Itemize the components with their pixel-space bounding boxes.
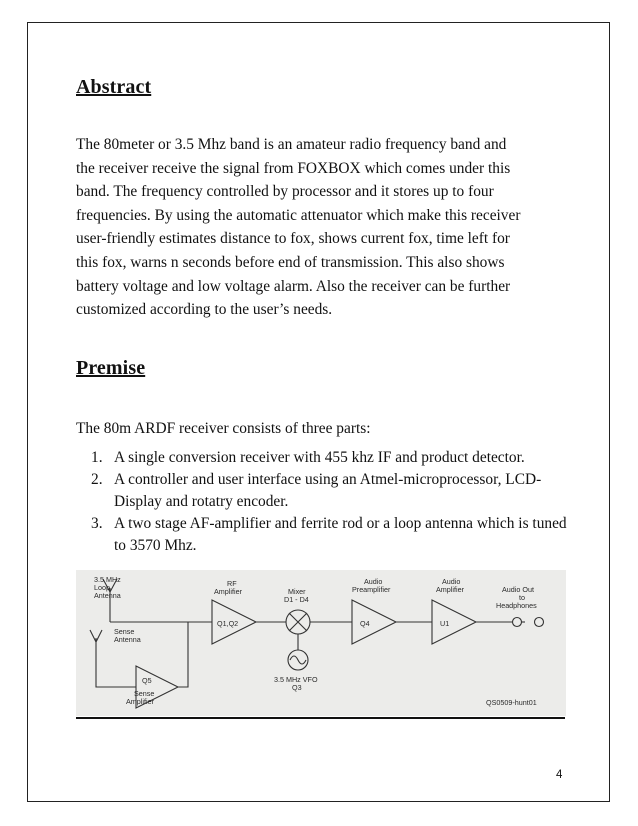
headphones-jack-icon bbox=[513, 618, 522, 627]
abstract-heading: Abstract bbox=[76, 76, 152, 98]
vfo-label: 3.5 MHz VFO bbox=[274, 675, 318, 684]
sense-amplifier-label: Sense bbox=[134, 689, 155, 698]
svg-text:Antenna: Antenna bbox=[94, 591, 121, 600]
audio-preamp-icon bbox=[352, 600, 396, 644]
page-number: 4 bbox=[556, 769, 563, 781]
block-diagram-svg bbox=[76, 570, 566, 716]
diagram-code-label: QS0509-hunt01 bbox=[486, 698, 537, 707]
svg-text:Q3: Q3 bbox=[292, 683, 302, 692]
mixer-label: Mixer bbox=[288, 587, 306, 596]
sense-antenna-label: Sense bbox=[114, 627, 135, 636]
audio-amp-icon bbox=[432, 600, 476, 644]
premise-intro: The 80m ARDF receiver consists of three parts: bbox=[76, 420, 371, 437]
audio-amp-label: Audio bbox=[442, 577, 461, 586]
list-item: 3. A two stage AF-amplifier and ferrite rod or a loop antenna which is tuned to 3570 Mhz. bbox=[91, 515, 567, 554]
horizontal-rule bbox=[76, 717, 565, 719]
rf-amplifier-label: RF bbox=[227, 579, 237, 588]
svg-text:Amplifier: Amplifier bbox=[214, 587, 242, 596]
svg-text:Amplifier: Amplifier bbox=[126, 697, 154, 706]
sense-stage-label: Q5 bbox=[142, 676, 152, 685]
amp-stage-label: U1 bbox=[440, 619, 450, 628]
premise-heading: Premise bbox=[76, 357, 146, 379]
sense-antenna-icon bbox=[90, 630, 102, 660]
svg-text:Headphones: Headphones bbox=[496, 601, 537, 610]
svg-text:Antenna: Antenna bbox=[114, 635, 141, 644]
svg-text:Preamplifier: Preamplifier bbox=[352, 585, 391, 594]
svg-text:D1 - D4: D1 - D4 bbox=[284, 595, 309, 604]
premise-list bbox=[76, 447, 576, 557]
audio-out-label: Audio Out bbox=[502, 585, 534, 594]
receiver-block-diagram bbox=[76, 570, 566, 716]
list-item: 1. A single conversion receiver with 455 khz IF and product detector. bbox=[91, 449, 525, 466]
list-item: 2. A controller and user interface using an Atmel-microprocessor, LCD-Display and rotatry encoder. bbox=[91, 471, 542, 510]
loop-antenna-label: 3.5 MHz bbox=[94, 575, 121, 584]
rf-stage-label: Q1,Q2 bbox=[217, 619, 239, 628]
preamp-stage-label: Q4 bbox=[360, 619, 370, 628]
audio-preamp-label: Audio bbox=[364, 577, 383, 586]
svg-text:to: to bbox=[519, 593, 525, 602]
svg-text:Loop: Loop bbox=[94, 583, 110, 592]
svg-text:Amplifier: Amplifier bbox=[436, 585, 464, 594]
abstract-paragraph: The 80meter or 3.5 Mhz band is an amateur radio frequency band and the receiver receive the signal from FOXBOX which comes under this band. The frequency controlled by processor and it stores up to four frequencies. By using the automatic attenuator which make this receiver user-friendly estimates distance to fox, shows current fox, time left for this fox, warns n seconds before end of transmission. This also shows battery voltage and low voltage alarm. Also the receiver can be further customized according to the user’s needs. bbox=[76, 136, 521, 319]
